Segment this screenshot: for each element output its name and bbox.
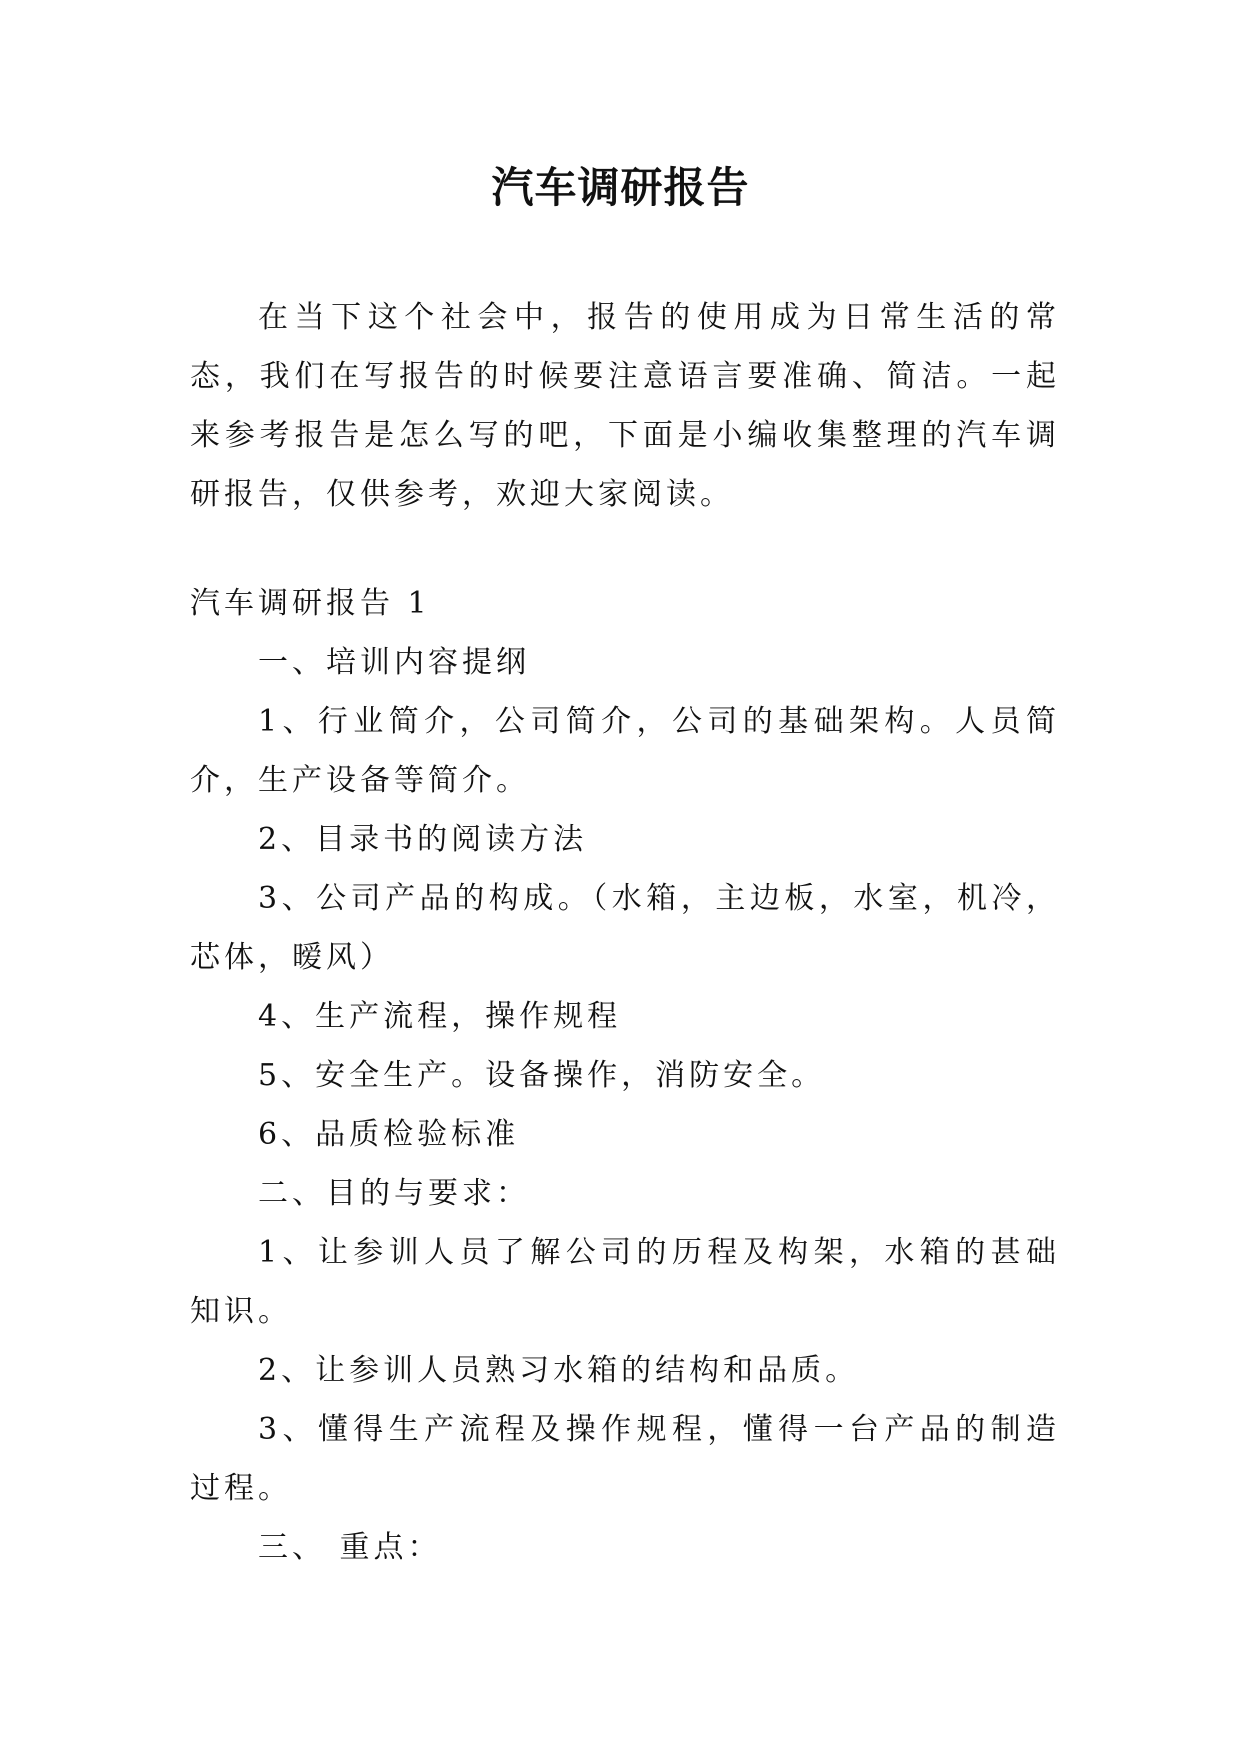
body-paragraph: 一、培训内容提纲 [258, 645, 530, 680]
body-paragraph: 3、懂得生产流程及操作规程，懂得一台产品的制造过程。 [190, 1412, 1060, 1506]
body-paragraph: 2、让参训人员熟习水箱的结构和品质。 [258, 1353, 860, 1388]
body-paragraph: 3、公司产品的构成。（水箱，主边板，水室，机冷，芯体，暧风） [190, 881, 1060, 975]
body-paragraph: 三、 重点： [258, 1530, 442, 1565]
body-paragraph: 二、目的与要求： [258, 1176, 530, 1211]
intro-paragraph: 在当下这个社会中，报告的使用成为日常生活的常态，我们在写报告的时候要注意语言要准确、简洁。一起来参考报告是怎么写的吧，下面是小编收集整理的汽车调研报告，仅供参考，欢迎大家阅读。 [190, 300, 1060, 512]
body-paragraph: 2、目录书的阅读方法 [258, 822, 588, 857]
section-heading: 汽车调研报告 1 [190, 586, 431, 621]
document-body [190, 574, 1060, 1577]
body-paragraph: 1、让参训人员了解公司的历程及构架，水箱的甚础知识。 [190, 1235, 1060, 1329]
document-title: 汽车调研报告 [491, 163, 750, 212]
body-paragraph: 1、行业简介，公司简介，公司的基础架构。人员简介，生产设备等简介。 [190, 704, 1060, 798]
body-paragraph: 4、生产流程，操作规程 [258, 999, 622, 1034]
body-paragraph: 5、安全生产。设备操作，消防安全。 [258, 1058, 826, 1093]
body-paragraph: 6、品质检验标准 [258, 1117, 520, 1152]
